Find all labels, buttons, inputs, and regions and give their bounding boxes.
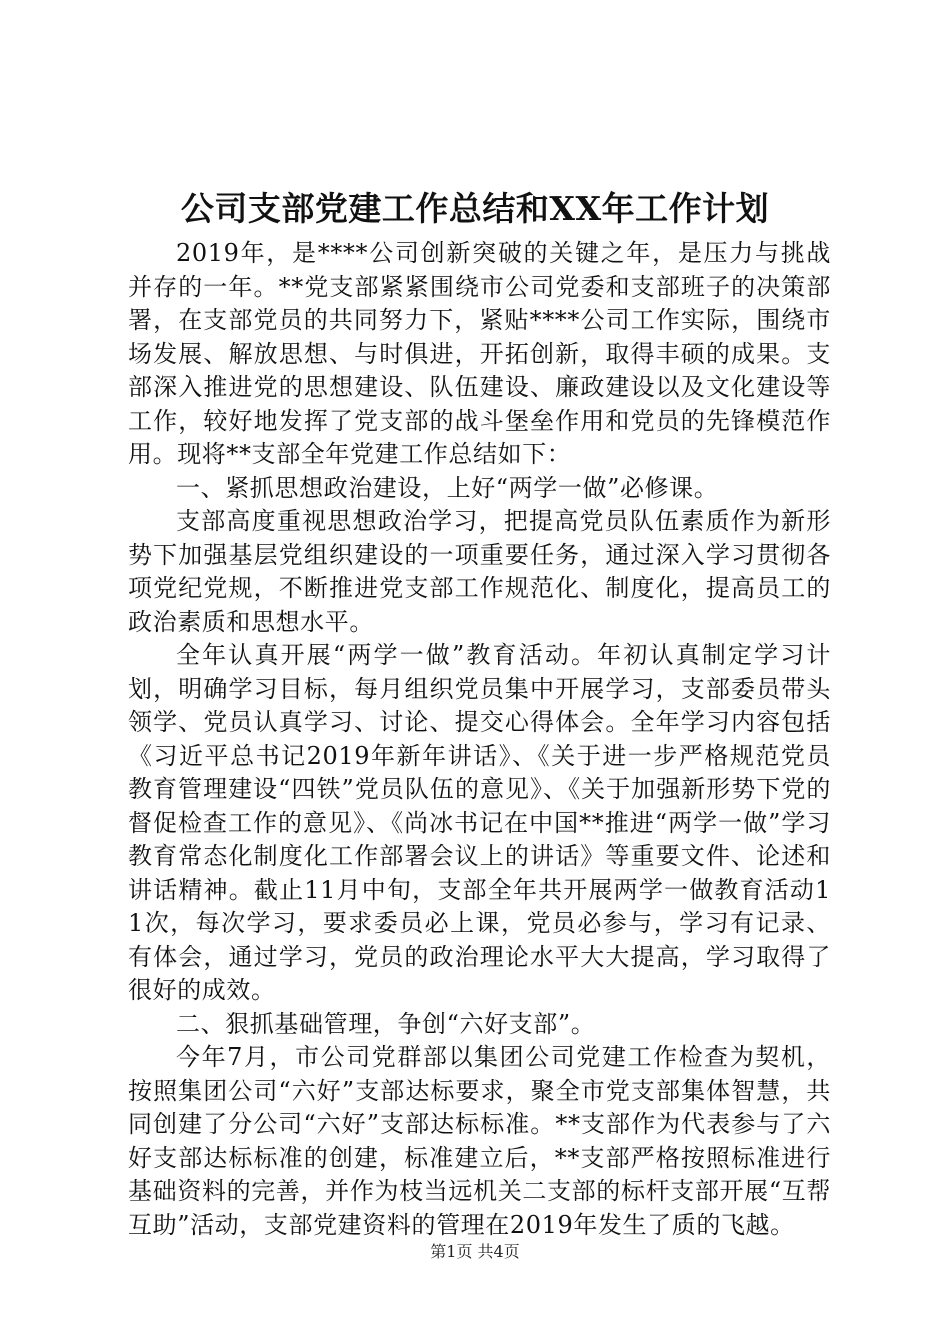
paragraph-intro: 2019年，是****公司创新突破的关键之年，是压力与挑战并存的一年。**党支部紧紧围绕市公司党委和支部班子的决策部署，在支部党员的共同努力下，紧贴****公司工作实际，围绕市场发展、解放思想、与时俱进，开拓创新，取得丰硕的成果。支部深入推进党的思想建设、队伍建设、廉政建设以及文化建设等工作，较好地发挥了党支部的战斗堡垒作用和党员的先锋模范作用。现将**支部全年党建工作总结如下：	[128, 239, 831, 468]
section-heading-1: 一、紧抓思想政治建设，上好“两学一做”必修课。	[176, 473, 719, 502]
paragraph-education-activities: 全年认真开展“两学一做”教育活动。年初认真制定学习计划，明确学习目标，每月组织党员集中开展学习，支部委员带头领学、党员认真学习、讨论、提交心得体会。全年学习内容包括《习近平总书记2019年新年讲话》、《关于进一步严格规范党员教育管理建设“四铁”党员队伍的意见》、《关于加强新形势下党的督促检查工作的意见》、《尚冰书记在中国**推进“两学一做”学习教育常态化制度化工作部署会议上的讲话》等重要文件、论述和讲话精神。截止11月中旬，支部全年共开展两学一做教育活动11次，每次学习，要求委员必上课，党员必参与，学习有记录、有体会，通过学习，党员的政治理论水平大大提高，学习取得了很好的成效。	[128, 641, 831, 1004]
document-body	[128, 237, 831, 1242]
paragraph-political-study: 支部高度重视思想政治学习，把提高党员队伍素质作为新形势下加强基层党组织建设的一项重要任务，通过深入学习贯彻各项党纪党规，不断推进党支部工作规范化、制度化，提高员工的政治素质和思想水平。	[128, 507, 831, 636]
document-title: 公司支部党建工作总结和XX年工作计划	[180, 189, 770, 228]
section-heading-2: 二、狠抓基础管理，争创“六好支部”。	[176, 1009, 596, 1038]
page-number-footer: 第1页 共4页	[430, 1242, 520, 1261]
paragraph-basic-management: 今年7月，市公司党群部以集团公司党建工作检查为契机，按照集团公司“六好”支部达标要求，聚全市党支部集体智慧，共同创建了分公司“六好”支部达标标准。**支部作为代表参与了六好支部达标标准的创建，标准建立后，**支部严格按照标准进行基础资料的完善，并作为枝当远机关二支部的标杆支部开展“互帮互助”活动，支部党建资料的管理在2019年发生了质的飞越。	[128, 1043, 831, 1239]
